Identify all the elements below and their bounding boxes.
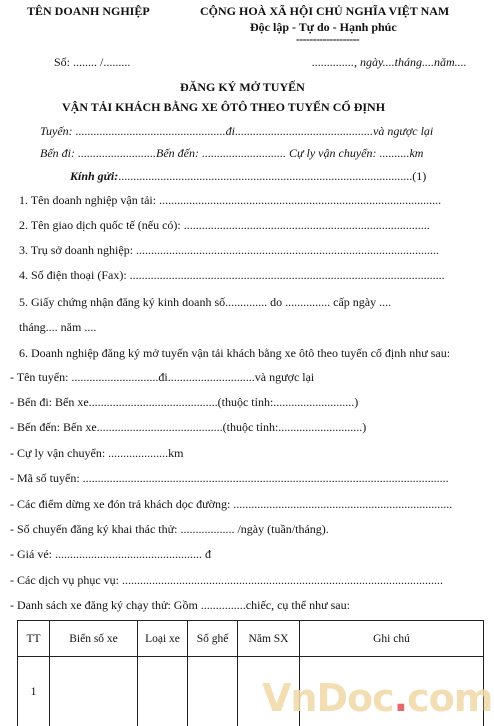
route-line: Tuyến: ..................................................đi..............................................và ngược lại bbox=[40, 124, 434, 138]
item-route-code: - Mã số tuyến: .......................................................................................................................... bbox=[10, 471, 449, 485]
title-line-2: VẬN TẢI KHÁCH BẰNG XE ÔTÔ THEO TUYẾN CỐ ĐỊNH bbox=[62, 100, 386, 114]
item-phone: 4. Số điện thoại (Fax): ......................................................................................................... bbox=[19, 268, 445, 282]
header-tt: TT bbox=[18, 621, 50, 657]
item-distance: - Cự ly vận chuyển: ....................km bbox=[10, 446, 184, 460]
item-stop-points: - Các điểm dừng xe đón trả khách dọc đường: ......................................................................... bbox=[10, 497, 453, 511]
header-seats: Số ghế bbox=[188, 621, 238, 657]
cell-vehicle-type bbox=[138, 657, 188, 726]
item-company-name: 1. Tên doanh nghiệp vận tải: .............................................................................................. bbox=[19, 193, 442, 207]
item-route-registration: 6. Doanh nghiệp đăng ký mở tuyến vận tải khách bằng xe ôtô theo tuyến cố định như sau: bbox=[19, 346, 451, 360]
republic-title: CỘNG HOÀ XÃ HỘI CHỦ NGHĨA VIỆT NAM bbox=[200, 4, 450, 18]
table-header-row bbox=[18, 621, 484, 657]
watermark-part-1: VnDoc bbox=[262, 676, 394, 720]
item-vehicle-list: - Danh sách xe đăng ký chạy thử: Gồm ...............chiếc, cụ thể như sau: bbox=[10, 598, 350, 612]
item-services: - Các dịch vụ phục vụ: ........................................................................................................... bbox=[10, 573, 443, 587]
watermark-part-2: com bbox=[407, 676, 493, 720]
document-date: .............., ngày....tháng....năm.... bbox=[312, 55, 467, 69]
motto: Độc lập - Tự do - Hạnh phúc bbox=[250, 20, 397, 34]
item-ticket-price: - Giá vé: ................................................. đ bbox=[10, 547, 211, 561]
item-route-name: - Tên tuyến: .............................đi.............................và ngược lại bbox=[10, 370, 315, 384]
header-notes: Ghi chú bbox=[300, 621, 484, 657]
item-license-date: tháng.... năm .... bbox=[19, 320, 97, 334]
cell-tt: 1 bbox=[18, 657, 50, 726]
header-plate: Biển số xe bbox=[50, 621, 138, 657]
vndoc-watermark bbox=[262, 676, 492, 720]
station-line: Bến đi: ..........................Bến đến: ............................ Cự ly vận chuyển: ..........km bbox=[40, 146, 424, 160]
title-line-1: ĐĂNG KÝ MỞ TUYẾN bbox=[180, 80, 305, 94]
item-business-license: 5. Giấy chứng nhận đăng ký kinh doanh số.............. do ............... cấp ngày .... bbox=[19, 295, 392, 309]
item-international-name: 2. Tên giao dịch quốc tế (nếu có): .................................................................................. bbox=[19, 218, 430, 232]
recipient-label: Kính gửi: bbox=[70, 169, 119, 183]
item-arrival-station: - Bến đến: Bến xe..........................................(thuộc tỉnh:............................) bbox=[10, 420, 367, 434]
motto-rule: ------------------- bbox=[296, 34, 360, 46]
item-departure-station: - Bến đi: Bến xe...........................................(thuộc tỉnh:...........................) bbox=[10, 395, 359, 409]
item-headquarters: 3. Trụ sở doanh nghiệp: ..................................................................................................... bbox=[19, 243, 440, 257]
watermark-dot: . bbox=[393, 676, 408, 720]
header-vehicle-type: Loại xe bbox=[138, 621, 188, 657]
document-number: Số: ........ /......... bbox=[54, 55, 131, 69]
company-name: TÊN DOANH NGHIỆP bbox=[27, 4, 150, 18]
cell-plate bbox=[50, 657, 138, 726]
cell-seats bbox=[188, 657, 238, 726]
recipient-line bbox=[70, 169, 426, 184]
recipient-dots: ..................................................................................................(1) bbox=[118, 169, 427, 183]
item-trial-trips: - Số chuyến đăng ký khai thác thử: .................. /ngày (tuần/tháng). bbox=[10, 522, 329, 536]
header-year: Năm SX bbox=[238, 621, 300, 657]
